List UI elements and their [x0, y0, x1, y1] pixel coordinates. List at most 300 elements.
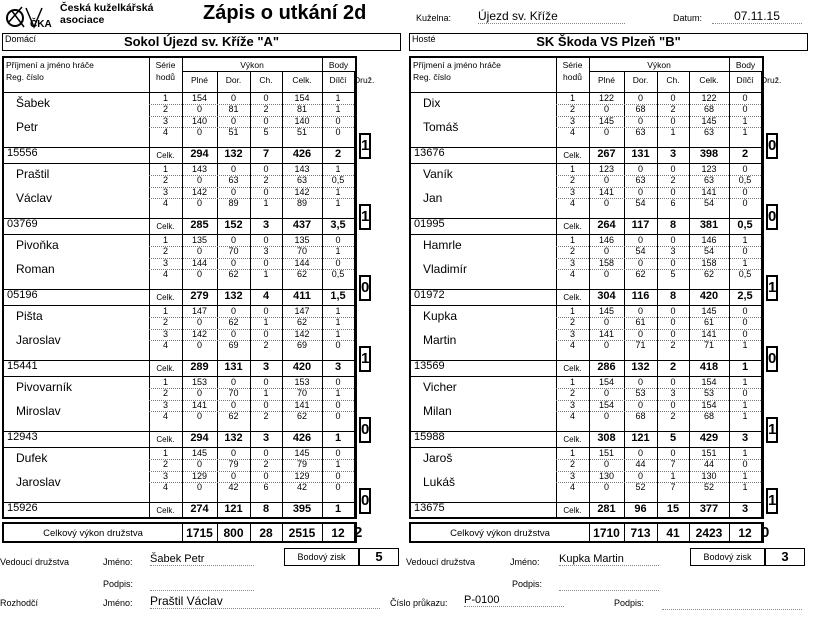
series-cell: 0: [603, 268, 609, 279]
player-firstname: Václav: [16, 191, 53, 205]
player-reg-number: 01972: [414, 289, 445, 301]
series-cell: 1: [263, 388, 269, 399]
series-cell: 0: [230, 399, 236, 410]
series-cell: 1: [335, 104, 341, 115]
series-cell: 6: [263, 481, 269, 492]
series-cell: 1: [742, 481, 748, 492]
team-total-cell: 2423: [695, 526, 723, 540]
series-cell: 0: [263, 328, 269, 339]
series-cell: 42: [296, 481, 307, 492]
series-cell: 1: [162, 377, 168, 387]
player-total-cell: 132: [224, 432, 243, 444]
series-cell: 0: [263, 306, 269, 316]
player-total-cell: 420: [699, 290, 719, 302]
series-cell: 63: [296, 175, 307, 186]
series-cell: 0: [603, 339, 609, 350]
player-total-cell: 8: [669, 290, 677, 302]
series-cell: 71: [635, 339, 646, 350]
player-firstname: Lukáš: [423, 475, 456, 489]
series-cell: 4: [162, 339, 168, 350]
series-cell: 79: [296, 459, 307, 470]
series-cell: 122: [598, 93, 615, 103]
prukaz-value: P-0100: [464, 594, 564, 607]
series-cell: 0: [670, 448, 676, 458]
series-cell: 3: [162, 186, 168, 197]
away-team-total-row: [409, 522, 770, 543]
series-cell: 0: [603, 197, 609, 208]
total-column-line: [624, 524, 625, 541]
header-body: Body: [735, 60, 756, 70]
player-surname: Pivoňka: [16, 238, 59, 252]
series-cell: 1: [742, 399, 748, 410]
player-firstname: Vladimír: [423, 262, 468, 276]
series-cell: 0: [742, 104, 748, 115]
series-cell: 0: [263, 93, 269, 103]
player-total-cell: 1: [741, 361, 749, 373]
player-total-cell: 131: [631, 148, 650, 160]
series-cell: 2: [263, 459, 269, 470]
team-total-cell: 713: [630, 526, 651, 540]
series-cell: 0: [263, 399, 269, 410]
player-total-cell: 398: [699, 148, 719, 160]
away-podpis-label: Podpis:: [512, 579, 543, 589]
vykon-divider: [589, 71, 729, 72]
series-cell: 62: [296, 317, 307, 328]
series-cell: 3: [569, 257, 575, 268]
series-cell: 53: [635, 388, 646, 399]
series-cell: 4: [569, 481, 575, 492]
series-cell: 0: [230, 470, 236, 481]
home-bodovy-label: Bodový zisk: [284, 548, 359, 566]
player-total-cell: 304: [597, 290, 616, 302]
series-cell: 0: [742, 186, 748, 197]
series-cell: 2: [569, 459, 575, 470]
series-cell: 0: [263, 257, 269, 268]
player-total-cell: 3: [334, 361, 342, 373]
header-dor: Dor.: [225, 75, 242, 85]
series-cell: 68: [635, 104, 646, 115]
player-surname: Vaník: [423, 167, 453, 181]
series-cell: 2: [670, 410, 676, 421]
series-cell: 142: [191, 186, 208, 197]
series-cell: 0: [335, 470, 341, 481]
player-total-cell: 411: [293, 290, 311, 302]
team-total-cell: 12: [331, 526, 345, 540]
series-cell: 153: [294, 377, 310, 387]
prukaz-label: Číslo průkazu:: [390, 598, 448, 608]
series-cell: 70: [296, 388, 307, 399]
player-total-cell: 294: [190, 148, 209, 160]
player-reg-number: 15556: [7, 147, 38, 159]
series-cell: 0: [637, 377, 643, 387]
team-druz-total: 0: [761, 524, 770, 541]
total-column-line: [322, 524, 323, 541]
series-cell: 4: [162, 126, 168, 137]
player-total-cell: 132: [224, 290, 243, 302]
druz-points-box: 1: [359, 204, 371, 230]
series-cell: 68: [703, 410, 714, 421]
series-cell: 6: [670, 197, 676, 208]
series-cell: 0: [670, 115, 676, 126]
series-cell: 0: [196, 126, 202, 137]
datum-value: 07.11.15: [712, 9, 802, 24]
series-cell: 0: [670, 399, 676, 410]
series-cell: 1: [569, 306, 575, 316]
series-cell: 7: [670, 481, 676, 492]
series-cell: 3: [263, 246, 269, 257]
series-cell: 70: [228, 246, 239, 257]
series-cell: 54: [703, 197, 714, 208]
series-cell: 62: [296, 410, 307, 421]
total-column-line: [657, 524, 658, 541]
body-divider: [729, 71, 762, 72]
series-cell: 0: [742, 459, 748, 470]
header-plne: Plné: [190, 75, 208, 85]
series-cell: 0: [230, 186, 236, 197]
player-total-cell: 1: [334, 503, 342, 515]
series-cell: 0: [637, 164, 643, 174]
series-cell: 1: [569, 377, 575, 387]
series-cell: 0: [196, 339, 202, 350]
series-cell: 1: [162, 93, 168, 103]
rozhodci-name: Praštil Václav: [150, 594, 380, 609]
total-label: Celk.: [156, 435, 175, 444]
series-cell: 51: [296, 126, 307, 137]
series-cell: 53: [703, 388, 714, 399]
home-vedouci-label: Vedoucí družstva: [0, 557, 70, 567]
series-cell: 0: [196, 104, 202, 115]
rozhodci-jmeno-label: Jméno:: [103, 598, 133, 608]
series-cell: 2: [263, 175, 269, 186]
series-cell: 1: [742, 410, 748, 421]
player-total-cell: 152: [224, 219, 243, 231]
series-cell: 4: [569, 197, 575, 208]
player-surname: Jaroš: [423, 451, 453, 465]
series-cell: 135: [294, 235, 310, 245]
player-surname: Dufek: [16, 451, 48, 465]
player-total-cell: 264: [597, 219, 616, 231]
player-surname: Dix: [423, 96, 441, 110]
home-podpis-line: [150, 590, 254, 591]
team-total-cell: 28: [259, 526, 273, 540]
series-cell: 153: [191, 377, 208, 387]
kuzelna-label: Kuželna:: [416, 13, 452, 23]
series-cell: 0: [196, 268, 202, 279]
series-cell: 146: [701, 235, 717, 245]
player-firstname: Jaroslav: [16, 333, 61, 347]
player-total-cell: 2: [741, 148, 749, 160]
total-label: Celk.: [563, 151, 582, 160]
series-cell: 0: [230, 306, 236, 316]
series-cell: 0: [603, 175, 609, 186]
series-cell: 122: [701, 93, 717, 103]
header-celk: Celk.: [292, 75, 312, 85]
player-reg-number: 13569: [414, 360, 445, 372]
player-reg-number: 05196: [7, 289, 38, 301]
team-total-cell: 2515: [288, 526, 316, 540]
series-cell: 1: [335, 164, 341, 174]
home-side-label: Domácí: [5, 34, 37, 44]
player-surname: Hamrle: [423, 238, 462, 252]
total-label: Celk.: [563, 435, 582, 444]
away-jmeno-label: Jméno:: [510, 557, 540, 567]
home-vedouci-name: Šabek Petr: [150, 553, 254, 566]
series-cell: 0: [196, 197, 202, 208]
header-body: Body: [328, 60, 349, 70]
player-reg-number: 12943: [7, 431, 38, 443]
series-cell: 0: [335, 481, 341, 492]
player-total-cell: 2,5: [737, 290, 753, 302]
series-cell: 0: [742, 93, 748, 103]
series-cell: 68: [703, 104, 714, 115]
player-surname: Vicher: [423, 380, 457, 394]
series-cell: 0: [230, 235, 236, 245]
series-cell: 0: [196, 388, 202, 399]
series-cell: 1: [335, 186, 341, 197]
series-cell: 0: [230, 164, 236, 174]
series-cell: 62: [635, 268, 646, 279]
druz-points-box: 0: [766, 133, 778, 159]
series-cell: 2: [162, 459, 168, 470]
series-cell: 143: [191, 164, 208, 174]
druz-points-box: 0: [359, 275, 371, 301]
series-cell: 3: [162, 257, 168, 268]
series-cell: 0: [742, 388, 748, 399]
player-divider: [4, 518, 355, 519]
player-divider: [411, 518, 762, 519]
player-total-cell: 418: [699, 361, 719, 373]
series-cell: 0: [670, 317, 676, 328]
header-serie: Série: [562, 60, 583, 70]
series-cell: 51: [228, 126, 239, 137]
series-cell: 2: [162, 317, 168, 328]
player-total-cell: 437: [292, 219, 312, 231]
player-reg-number: 13675: [414, 502, 445, 514]
header-dor: Dor.: [632, 75, 649, 85]
series-cell: 3: [569, 328, 575, 339]
series-cell: 129: [294, 470, 310, 481]
series-cell: 130: [701, 470, 717, 481]
series-cell: 4: [569, 410, 575, 421]
player-total-cell: 3: [262, 432, 270, 444]
series-cell: 0: [670, 257, 676, 268]
series-cell: 63: [703, 126, 714, 137]
total-column-line: [689, 524, 690, 541]
series-cell: 140: [294, 115, 310, 126]
series-cell: 3: [162, 399, 168, 410]
series-cell: 68: [635, 410, 646, 421]
header-dilci: Dílčí: [329, 75, 347, 85]
away-side-label: Hosté: [412, 34, 436, 44]
series-cell: 0: [335, 115, 341, 126]
player-total-cell: 395: [292, 503, 312, 515]
series-cell: 140: [191, 115, 208, 126]
player-total-cell: 4: [262, 290, 270, 302]
series-cell: 89: [296, 197, 307, 208]
series-cell: 3: [569, 399, 575, 410]
series-cell: 2: [162, 104, 168, 115]
series-cell: 0: [230, 93, 236, 103]
series-cell: 54: [635, 246, 646, 257]
total-label: Celk.: [156, 293, 175, 302]
player-reg-number: 13676: [414, 147, 445, 159]
series-cell: 1: [335, 459, 341, 470]
series-cell: 154: [598, 377, 615, 387]
away-bodovy-label: Bodový zisk: [690, 548, 765, 566]
series-cell: 0: [670, 328, 676, 339]
total-label: Celk.: [156, 222, 175, 231]
series-cell: 70: [228, 388, 239, 399]
total-label: Celk.: [563, 293, 582, 302]
series-cell: 0: [603, 317, 609, 328]
series-cell: 0: [603, 246, 609, 257]
kuzelna-value: Újezd sv. Kříže: [478, 9, 625, 24]
series-cell: 147: [294, 306, 310, 316]
cka-logo: [4, 3, 56, 31]
series-cell: 145: [598, 115, 615, 126]
player-total-cell: 8: [262, 503, 270, 515]
series-cell: 123: [598, 164, 615, 174]
series-cell: 0: [637, 93, 643, 103]
series-cell: 145: [598, 306, 615, 316]
header-ch: Ch.: [259, 75, 273, 85]
series-cell: 1: [569, 448, 575, 458]
series-cell: 4: [569, 268, 575, 279]
series-cell: 0: [335, 448, 341, 458]
series-cell: 63: [635, 175, 646, 186]
series-cell: 0: [230, 328, 236, 339]
series-cell: 0: [335, 257, 341, 268]
series-cell: 146: [598, 235, 615, 245]
series-cell: 1: [670, 470, 676, 481]
series-cell: 0: [603, 459, 609, 470]
series-cell: 0: [670, 164, 676, 174]
player-total-cell: 267: [597, 148, 616, 160]
series-cell: 0: [263, 235, 269, 245]
series-cell: 3: [569, 186, 575, 197]
series-cell: 2: [162, 175, 168, 186]
player-total-cell: 0,5: [737, 219, 753, 231]
series-cell: 3: [162, 328, 168, 339]
druz-points-box: 0: [766, 204, 778, 230]
series-cell: 71: [703, 339, 714, 350]
datum-label: Datum:: [673, 13, 703, 23]
player-total-cell: 96: [634, 503, 647, 515]
series-cell: 0: [335, 377, 341, 387]
series-cell: 0: [196, 410, 202, 421]
header-hodu: hodů: [156, 72, 175, 82]
player-total-cell: 294: [190, 432, 209, 444]
druz-points-box: 1: [766, 275, 778, 301]
player-total-cell: 3: [669, 148, 677, 160]
player-total-cell: 426: [292, 432, 312, 444]
series-cell: 0: [603, 104, 609, 115]
series-cell: 0: [637, 306, 643, 316]
series-cell: 1: [742, 377, 748, 387]
series-cell: 1: [569, 164, 575, 174]
total-column-line: [282, 524, 283, 541]
series-cell: 151: [598, 448, 615, 458]
series-cell: 0: [230, 448, 236, 458]
series-cell: 0: [196, 175, 202, 186]
druz-points-box: 0: [359, 417, 371, 443]
series-cell: 2: [569, 317, 575, 328]
series-cell: 0: [335, 126, 341, 137]
series-cell: 2: [162, 388, 168, 399]
away-bodovy-value: 3: [765, 548, 805, 566]
player-total-cell: 15: [666, 503, 680, 515]
series-cell: 3: [162, 115, 168, 126]
home-team-box: [2, 33, 401, 51]
series-cell: 42: [228, 481, 239, 492]
series-cell: 1: [569, 235, 575, 245]
rozhodci-podpis-label: Podpis:: [614, 598, 645, 608]
player-total-cell: 420: [292, 361, 312, 373]
series-cell: 63: [228, 175, 239, 186]
series-cell: 7: [670, 459, 676, 470]
series-cell: 62: [296, 268, 307, 279]
series-cell: 62: [228, 268, 239, 279]
team-total-cell: 1710: [593, 526, 620, 540]
series-cell: 154: [701, 377, 717, 387]
player-reg-number: 15988: [414, 431, 445, 443]
series-cell: 0: [742, 164, 748, 174]
header-reg: Reg. číslo: [413, 72, 451, 82]
series-cell: 141: [598, 186, 615, 197]
player-firstname: Jan: [423, 191, 443, 205]
series-cell: 0: [230, 377, 236, 387]
player-total-cell: 132: [224, 148, 243, 160]
page-title: Zápis o utkání 2d: [203, 2, 367, 24]
player-total-cell: 121: [631, 432, 650, 444]
series-cell: 0,5: [738, 175, 752, 186]
series-cell: 4: [162, 268, 168, 279]
team-total-cell: 800: [223, 526, 244, 540]
series-cell: 0: [742, 328, 748, 339]
player-total-cell: 131: [224, 361, 243, 373]
series-cell: 69: [228, 339, 239, 350]
series-cell: 0: [637, 328, 643, 339]
series-cell: 154: [701, 399, 717, 410]
series-cell: 0: [637, 235, 643, 245]
series-cell: 151: [701, 448, 717, 458]
header-serie: Série: [155, 60, 176, 70]
series-cell: 0: [742, 246, 748, 257]
series-cell: 154: [294, 93, 310, 103]
team-total-cell: 41: [666, 526, 680, 540]
series-cell: 2: [162, 246, 168, 257]
player-total-cell: 377: [699, 503, 719, 515]
player-total-cell: 117: [631, 219, 650, 231]
series-cell: 1: [335, 93, 341, 103]
series-cell: 0: [637, 399, 643, 410]
player-reg-number: 01995: [414, 218, 445, 230]
series-cell: 62: [228, 410, 239, 421]
home-players-table: [2, 56, 375, 519]
player-total-cell: 132: [631, 361, 650, 373]
home-team-name: Sokol Újezd sv. Kříže "A": [123, 34, 280, 49]
series-cell: 1: [670, 126, 676, 137]
home-bodovy-value: 5: [359, 548, 399, 566]
series-cell: 3: [670, 246, 676, 257]
total-label: Celk.: [563, 222, 582, 231]
series-cell: 63: [635, 126, 646, 137]
player-reg-number: 15441: [7, 360, 38, 372]
header-druz: Druž.: [354, 75, 375, 85]
home-jmeno-label: Jméno:: [103, 557, 133, 567]
series-cell: 154: [598, 399, 615, 410]
series-cell: 3: [670, 388, 676, 399]
